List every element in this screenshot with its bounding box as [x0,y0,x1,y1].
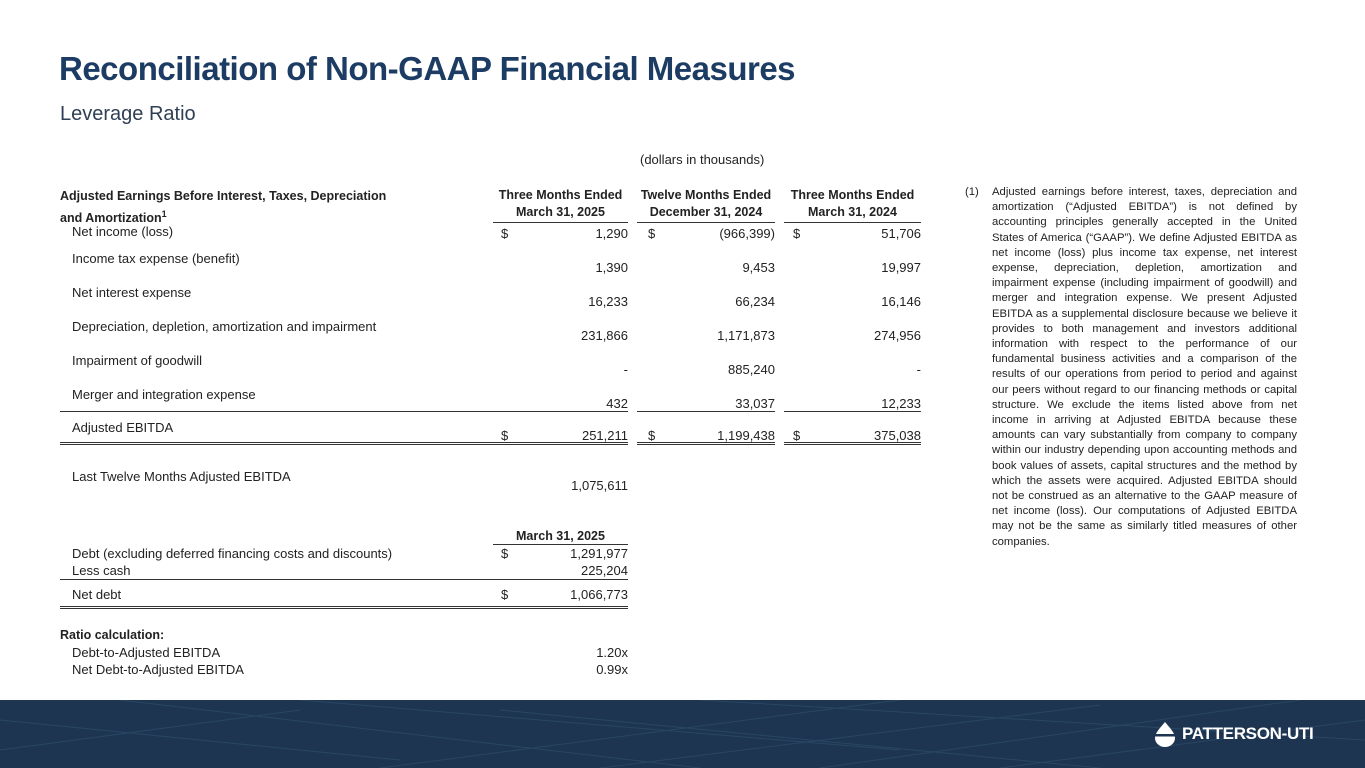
col-header-line1: Twelve Months Ended [640,188,772,202]
currency-symbol: $ [648,226,656,241]
divider [637,411,775,412]
double-divider [60,606,628,609]
row-label-merger: Merger and integration expense [72,387,256,402]
col-header-line1: Three Months Ended [498,188,623,202]
table-cell-total: 1,199,438 [717,428,775,443]
row-label-depreciation: Depreciation, depletion, amortization and impairment [72,319,377,334]
row-label-debt: Debt (excluding deferred financing costs and discounts) [72,546,393,561]
debt-column-header: March 31, 2025 [493,529,628,545]
col-header-line2: March 31, 2024 [808,205,897,219]
table-cell: 33,037 [735,396,775,411]
table-cell: - [623,362,628,377]
ltm-ebitda-value: 1,075,611 [571,478,628,493]
ratio-value: 0.99x [596,662,628,677]
table-cell: 1,290 [595,226,628,241]
currency-symbol: $ [501,428,509,443]
logo-text: PATTERSON-UTI [1182,724,1314,743]
ratio-value: 1.20x [596,645,628,660]
row-label-net-income: Net income (loss) [72,224,174,239]
currency-symbol: $ [501,226,509,241]
footnote-text: Adjusted earnings before interest, taxes, depreciation and amortization (“Adjusted EBITDA”) is not defined by accounting principles generally accepted in the United States of America (“GAAP”). We define Adjusted EBITDA as net income (loss) plus income tax expense, net interest expense, depreciation, depletion, amortization and impairment expense (including impairment of goodwill) and merger and integration expense. We present Adjusted EBITDA as a supplemental disclosure because we believe it provides to both management and investors additional information with respect to the performance of our fundamental business activities and a comparison of the results of our operations from period to period and against our peers without regard to our financing methods or capital structure. We exclude the items listed above from net income in arriving at Adjusted EBITDA because these amounts can vary substantially from company to company within our industry depending upon accounting methods and book values of assets, capital structures and the method by which the assets were acquired. Adjusted EBITDA should not be construed as an alternative to the GAAP measure of net income (loss). Our computations of Adjusted EBITDA may not be the same as similarly titled measures of other companies. [992,186,1297,548]
page-subtitle: Leverage Ratio [60,103,196,125]
currency-symbol: $ [793,428,801,443]
table-cell: 16,146 [881,294,921,309]
column-header-fy-2024 [637,187,775,223]
divider [60,579,628,580]
table-cell-total: 375,038 [874,428,921,443]
table-cell: 231,866 [581,328,628,343]
currency-symbol: $ [501,546,509,561]
table-cell: 9,453 [742,260,775,275]
cash-value: 225,204 [581,563,628,578]
double-divider [60,442,628,445]
row-label-income-tax: Income tax expense (benefit) [72,251,240,266]
row-label-net-debt-to-ebitda: Net Debt-to-Adjusted EBITDA [72,662,244,677]
footnote-number: (1) [965,186,979,198]
col-header-line2: December 31, 2024 [649,205,763,219]
col-header-line1: Three Months Ended [790,188,915,202]
row-label-adjusted-ebitda: Adjusted EBITDA [72,420,174,435]
units-note: (dollars in thousands) [640,152,765,167]
table-cell: 274,956 [874,328,921,343]
divider [60,411,628,412]
company-logo [1152,720,1313,748]
table-cell-total: 251,211 [581,428,628,443]
double-divider [637,442,775,445]
footnote-ref: 1 [161,209,167,219]
column-header-q1-2024 [784,187,921,223]
table-cell: 51,706 [881,226,921,241]
table-cell: 66,234 [735,294,775,309]
row-label-debt-to-ebitda: Debt-to-Adjusted EBITDA [72,645,221,660]
footnote [965,185,1297,550]
header-label-line2: and Amortization [60,211,162,226]
net-debt-value: 1,066,773 [570,587,628,602]
row-label-ltm-ebitda: Last Twelve Months Adjusted EBITDA [72,469,291,484]
row-label-net-interest: Net interest expense [72,285,192,300]
ratio-heading: Ratio calculation: [60,628,165,642]
row-label-net-debt: Net debt [72,587,122,602]
currency-symbol: $ [501,587,509,602]
table-cell: 12,233 [881,396,921,411]
double-divider [784,442,921,445]
table-header-label [60,187,440,227]
table-cell: - [916,362,921,377]
table-cell: (966,399) [719,226,775,241]
table-cell: 16,233 [588,294,628,309]
col-header-line2: March 31, 2025 [516,205,605,219]
table-cell: 432 [606,396,628,411]
currency-symbol: $ [648,428,656,443]
table-cell: 1,171,873 [717,328,775,343]
page-title: Reconciliation of Non-GAAP Financial Measures [59,50,796,87]
row-label-goodwill: Impairment of goodwill [72,353,203,368]
header-label-line1: Adjusted Earnings Before Interest, Taxes, Depreciation [60,189,387,203]
column-header-q1-2025 [493,187,628,223]
currency-symbol: $ [793,226,801,241]
divider [784,411,921,412]
table-cell: 1,390 [595,260,628,275]
table-cell: 19,997 [881,260,921,275]
table-cell: 885,240 [728,362,775,377]
debt-value: 1,291,977 [570,546,628,561]
logo-drop-icon [1152,721,1178,747]
row-label-less-cash: Less cash [72,563,131,578]
